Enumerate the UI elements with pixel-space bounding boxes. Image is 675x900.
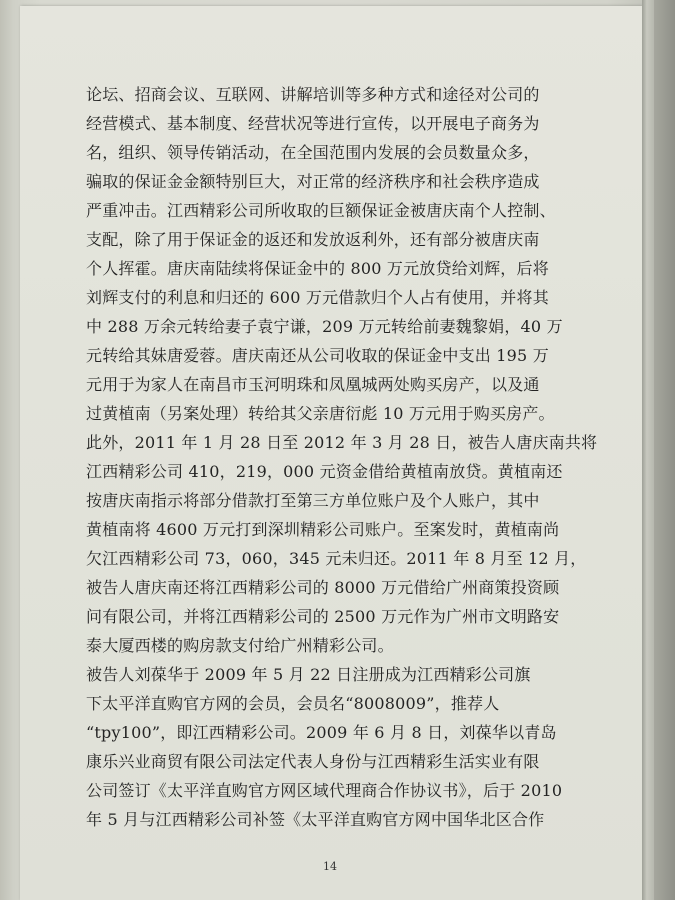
text-line: 泰大厦西楼的购房款支付给广州精彩公司。	[86, 636, 394, 655]
text-line: 名，组织、领导传销活动，在全国范围内发展的会员数量众多，	[86, 143, 540, 162]
text-line: 过黄植南（另案处理）转给其父亲唐衍彪 10 万元用于购买房产。	[86, 404, 555, 423]
text-line: 个人挥霍。唐庆南陆续将保证金中的 800 万元放贷给刘辉，后将	[86, 259, 549, 278]
text-line: 刘辉支付的利息和归还的 600 万元借款归个人占有使用，并将其	[86, 288, 549, 307]
text-line: “tpy100”，即江西精彩公司。2009 年 6 月 8 日，刘葆华以青岛	[86, 723, 557, 742]
text-line: 元用于为家人在南昌市玉河明珠和凤凰城两处购买房产，以及通	[86, 375, 540, 394]
text-line: 骗取的保证金金额特别巨大，对正常的经济秩序和社会秩序造成	[86, 172, 540, 191]
text-line: 江西精彩公司 410，219，000 元资金借给黄植南放贷。黄植南还	[86, 462, 563, 481]
text-line: 黄植南将 4600 万元打到深圳精彩公司账户。至案发时，黄植南尚	[86, 520, 560, 539]
body-text	[86, 80, 616, 834]
page-number: 14	[323, 860, 337, 873]
text-line: 问有限公司，并将江西精彩公司的 2500 万元作为广州市文明路安	[86, 607, 560, 626]
text-line: 下太平洋直购官方网的会员，会员名“8008009”，推荐人	[86, 694, 500, 713]
text-line: 按唐庆南指示将部分借款打至第三方单位账户及个人账户，其中	[86, 491, 540, 510]
text-line: 元转给其妹唐爱蓉。唐庆南还从公司收取的保证金中支出 195 万	[86, 346, 549, 365]
next-page-edge	[654, 0, 675, 900]
text-line: 论坛、招商会议、互联网、讲解培训等多种方式和途径对公司的	[86, 85, 540, 104]
text-line: 中 288 万余元转给妻子袁宁谦，209 万元转给前妻魏黎娟，40 万	[86, 317, 563, 336]
text-line: 康乐兴业商贸有限公司法定代表人身份与江西精彩生活实业有限	[86, 752, 540, 771]
text-line: 严重冲击。江西精彩公司所收取的巨额保证金被唐庆南个人控制、	[86, 201, 556, 220]
text-line: 被告人刘葆华于 2009 年 5 月 22 日注册成为江西精彩公司旗	[86, 665, 531, 684]
text-line: 年 5 月与江西精彩公司补签《太平洋直购官方网中国华北区合作	[86, 810, 545, 829]
text-line: 此外，2011 年 1 月 28 日至 2012 年 3 月 28 日，被告人唐庆南共将	[86, 433, 598, 452]
text-line: 公司签订《太平洋直购官方网区域代理商合作协议书》，后于 2010	[86, 781, 563, 800]
text-line: 经营模式、基本制度、经营状况等进行宣传，以开展电子商务为	[86, 114, 540, 133]
page-edge-shadow	[642, 0, 654, 900]
text-line: 被告人唐庆南还将江西精彩公司的 8000 万元借给广州商策投资顾	[86, 578, 560, 597]
text-line: 欠江西精彩公司 73，060，345 元未归还。2011 年 8 月至 12 月，	[86, 549, 587, 568]
text-line: 支配，除了用于保证金的返还和发放返利外，还有部分被唐庆南	[86, 230, 540, 249]
